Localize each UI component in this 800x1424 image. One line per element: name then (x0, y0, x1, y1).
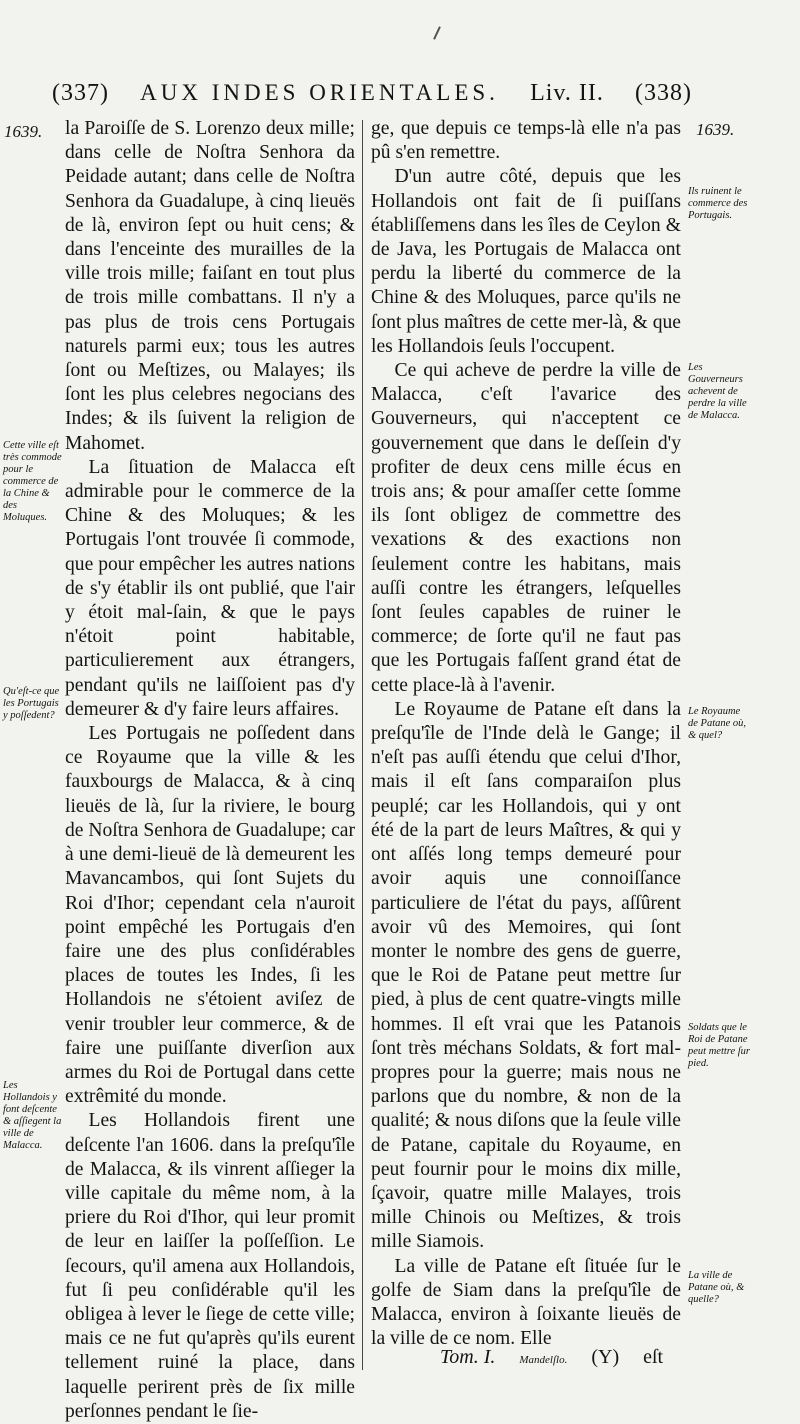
running-header (52, 80, 692, 120)
paragraph: La ville de Patane eſt ſituée ſur le golfe de Siam dans la preſqu'île de Malacca, environ à ſoixante lieuës de la ville de ce nom. Elle (371, 1255, 681, 1350)
ink-mark (433, 26, 441, 40)
margin-note: La ville de Patane où, & quelle? (688, 1270, 745, 1305)
volume-label: Tom. I. (440, 1346, 496, 1368)
left-text-column (65, 117, 355, 1424)
page-number-left: (337) (52, 80, 109, 106)
signature-name: Mandelſlo. (519, 1354, 568, 1366)
margin-note: Les Hollandois y font deſcente & aſſiegent la ville de Malacca. (3, 1080, 62, 1151)
margin-note: Ils ruinent le commerce des Portugais. (688, 186, 748, 221)
margin-note: Les Gouverneurs achevent de perdre la ville de Malacca. (688, 362, 747, 421)
page-number-right: (338) (635, 80, 692, 106)
paragraph: D'un autre côté, depuis que les Hollandois ont fait de ſi puiſſans établiſſemens dans les îles de Ceylon & de Java, les Portugais de Malacca ont perdu la liberté du commerce de la Chine & des Moluques, parce qu'ils ne ſont plus maîtres de cette mer-là, & que les Hollandois ſeuls l'occupent. (371, 166, 681, 357)
paragraph: La ſituation de Malacca eſt admirable pour le commerce de la Chine & des Moluques; & les Portugais l'ont trouvée ſi commode, que pour empêcher les autres nations de s'y établir ils ont publié, que l'air y étoit mal-ſain, & que le pays n'étoit point habitable, particulierement aux étrangers, pendant qu'ils ne laiſſoient pas d'y demeurer & d'y faire leurs affaires. (65, 456, 355, 720)
book-number: Liv. II. (530, 80, 604, 106)
margin-note: Cette ville eſt très commode pour le commerce de la Chine & des Moluques. (3, 440, 62, 523)
signature-mark: (Y) (591, 1346, 620, 1368)
paragraph: Les Portugais ne poſſedent dans ce Royaume que la ville & les fauxbourgs de Malacca, & à cinq lieuës de là, ſur la riviere, le bourg de Noſtra Senhora de Guadalupe; car à une demi-lieuë de là demeurent les Mavancambos, qui ſont Sujets du Roi d'Ihor; cependant cela n'auroit point empêché les Portugais d'en faire une des plus conſidérables places de toutes les Indes, ſi les Hollandois ne s'étoient aviſez de venir troubler leur commerce, & de faire une puiſſante diverſion aux armes du Roi de Portugal dans cette extrêmité du monde. (65, 723, 355, 1108)
page-footer (440, 1346, 690, 1376)
paragraph: Ce qui acheve de perdre la ville de Malacca, c'eſt l'avarice des Gouverneurs, qui n'acceptent ce gouvernement que dans le deſſein d'y profiter de deux cens mille écus en trois ans; & pour amaſſer cette ſomme ils ſont obligez de commettre des vexations & des exactions non ſeulement contre les habitans, mais auſſi contre les étrangers, leſquelles ſont ſeules capables de ruiner le commerce; de ſorte qu'il ne faut pas que les Portugais faſſent grand état de cette place-là à l'avenir. (371, 360, 681, 696)
paragraph: la Paroiſſe de S. Lorenzo deux mille; dans celle de Noſtra Senhora da Peidade autant; dans celle de Noſtra Senhora da Guadalupe, à cinq lieuës de là, environ ſept ou huit cens; & dans l'enceinte des murailles de la ville trois mille; faiſant en tout plus de trois mille combattans. Il n'y a pas plus de trois cens Portugais naturels parmi eux; tous les autres ſont ou Meſtizes, ou Malayes; ils ſont les plus celebres negocians des Indes; & ils ſuivent la religion de Mahomet. (65, 118, 355, 454)
running-title: AUX INDES ORIENTALES. (140, 80, 499, 105)
paragraph: Le Royaume de Patane eſt dans la preſqu'île de l'Inde delà le Gange; il n'eſt pas auſſi étendu que celui d'Ihor, mais il eſt ſans comparaiſon plus peuplé; car les Hollandois, qui y ont été de la part de leurs Maîtres, & qui y ont aſſés long temps demeuré pour avoir aquis une connoiſſance particuliere de l'état du pays, aſſûrent avoir vû des Memoires, qui ſont monter le nombre des gens de guerre, que le Roi de Patane peut mettre ſur pied, à plus de cent quatre-vingts mille hommes. Il eſt vrai que les Patanois ſont très méchans Soldats, & fort mal-propres pour la guerre; mais nous ne parlons que du nombre, & non de la qualité; & nous diſons que la ſeule ville de Patane, capitale du Royaume, en peut fournir pour le moins dix mille, ſçavoir, quatre mille Malayes, trois mille Chinois ou Meſtizes, & trois mille Siamois. (371, 698, 681, 1253)
paragraph: ge, que depuis ce temps-là elle n'a pas pû s'en remettre. (371, 118, 681, 164)
right-text-column (371, 117, 681, 1351)
year-marker-right: 1639. (696, 120, 735, 139)
margin-note: Le Royaume de Patane où, & quel? (688, 706, 747, 741)
paragraph: Les Hollandois firent une deſcente l'an 1606. dans la preſqu'île de Malacca, & ils vinrent aſſieger la ville capitale du même nom, à la priere du Roi d'Ihor, qui leur promit de leur en laiſſer la poſſeſſion. Le ſecours, qu'il amena aux Hollandois, fut ſi peu conſidérable qu'il les obligea à lever le ſiege de cette ville; mais ce ne fut qu'après qu'ils eurent tellement ruiné la place, dans laquelle perirent près de ſix mille perſonnes pendant le ſie- (65, 1110, 355, 1422)
margin-note: Qu'eſt-ce que les Portugais y poſſedent? (3, 686, 60, 721)
column-divider (362, 120, 363, 1370)
year-marker-left: 1639. (4, 122, 43, 141)
margin-note: Soldats que le Roi de Patane peut mettre ſur pied. (688, 1022, 751, 1069)
catchword: eſt (643, 1346, 664, 1368)
